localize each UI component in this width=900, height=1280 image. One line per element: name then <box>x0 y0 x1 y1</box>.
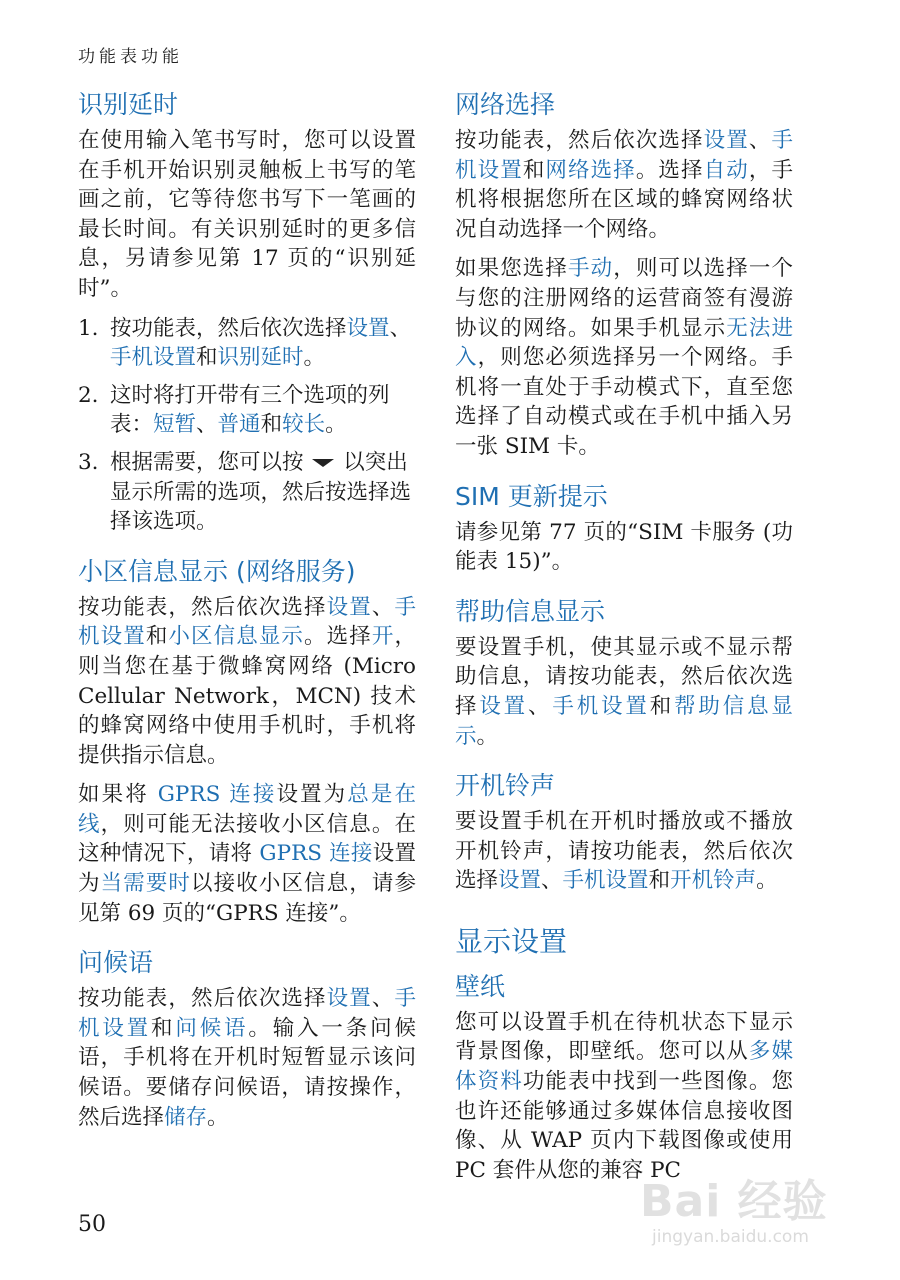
menu-term: 手机设置 <box>78 986 416 1041</box>
text: ，则您必须选择另一个网络。手机将一直处于手动模式下，直至您选择了自动模式或在手机中插入另一张 SIM 卡。 <box>455 345 793 459</box>
section-recognition-delay <box>78 88 416 537</box>
watermark-url: jingyan.baidu.com <box>652 1227 809 1247</box>
text: 、 <box>196 412 218 438</box>
text: ，然后依次选择 <box>168 986 327 1012</box>
text: 设置为 <box>276 782 348 808</box>
menu-term: 设置 <box>326 986 372 1012</box>
text: ，然后依次选择 <box>196 315 347 341</box>
text: 。选择 <box>304 624 372 650</box>
text: 、 <box>389 315 412 341</box>
paragraph <box>455 807 793 896</box>
menu-term: 手机设置 <box>110 345 197 371</box>
menu-term: 设置 <box>498 868 542 894</box>
paragraph: 请参见第 77 页的“SIM 卡服务 (功能表 15)”。 <box>455 519 793 575</box>
text: 设置为 <box>78 841 416 897</box>
section-wallpaper <box>455 970 793 1186</box>
menu-term: 设置 <box>326 594 372 620</box>
menu-term: 储存 <box>164 1104 208 1130</box>
text: 、 <box>748 128 772 153</box>
section-title: 网络选择 <box>455 90 556 119</box>
text: 、 <box>371 986 395 1012</box>
running-header: 功能表功能 <box>78 47 183 67</box>
text: 和 <box>522 157 546 183</box>
menu-term: 当需要时 <box>100 871 192 897</box>
baidu-jingyan-watermark <box>640 1165 860 1265</box>
softkey-label: 功能表 <box>590 664 659 690</box>
section-network-selection <box>455 88 793 462</box>
text: 、 <box>541 868 563 894</box>
left-column <box>78 88 416 1150</box>
text: 这时将打开带有三个选项的列表： <box>110 382 390 438</box>
text: ，然后依次选择 <box>168 594 327 620</box>
text: 和 <box>649 693 675 719</box>
menu-term: 问候语 <box>175 1015 249 1041</box>
menu-term: 小区信息显示 <box>168 624 305 650</box>
text: 、 <box>371 594 395 620</box>
section-sim-update <box>455 480 793 577</box>
page-number: 50 <box>78 1212 106 1237</box>
text: 和 <box>260 412 283 438</box>
right-column <box>455 88 793 1203</box>
menu-term: 设置 <box>703 128 749 153</box>
text: 按 <box>455 128 478 153</box>
menu-term: GPRS 连接 <box>259 841 373 867</box>
section-title: 识别延时 <box>78 90 179 119</box>
menu-term: 开机铃声 <box>670 868 757 894</box>
menu-term: 设置 <box>346 315 390 341</box>
scroll-down-icon <box>312 459 334 467</box>
softkey-label: 功能表 <box>100 986 169 1012</box>
text: 选择该选项。 <box>110 479 412 535</box>
menu-term: 手动 <box>568 256 614 282</box>
step-item <box>78 448 416 537</box>
text: 。 <box>325 412 347 438</box>
text: 。输入一条问候语，手机将在开机时短暂显示该问候语。要储存问候语，请按 <box>78 1015 416 1101</box>
intro-paragraph: 在使用输入笔书写时，您可以设置在手机开始识别灵触板上书写的笔画之前，它等待您书写下一笔画的最长时间。有关识别延时的更多信息，另请参见第 17 页的“识别延时”。 <box>78 128 416 301</box>
paragraph <box>78 984 416 1132</box>
softkey-label: 功能表 <box>100 594 169 620</box>
text: 按 <box>110 315 132 341</box>
menu-term: 手机设置 <box>78 594 416 650</box>
section-cell-info <box>78 555 416 929</box>
step-number: 1. <box>78 315 99 341</box>
menu-term: 网络选择 <box>545 157 636 183</box>
text: 。 <box>756 868 778 894</box>
text: 以突出显示所需的选项，然后按 <box>110 449 408 505</box>
menu-term: 识别延时 <box>217 345 304 371</box>
text: 按 <box>78 986 101 1012</box>
text: ，手机将根据您所在区域的蜂窝网络状况自动选择一个网络。 <box>455 157 793 242</box>
paragraph <box>78 593 416 771</box>
text: 如果您选择 <box>455 256 569 282</box>
menu-term: 短暂 <box>153 412 197 438</box>
watermark-brand: Bai 经验 <box>640 1176 828 1227</box>
text: ，则可以选择一个与您的注册网络的运营商签有漫游协议的网络。如果手机显示 <box>455 256 793 341</box>
menu-term: 设置 <box>479 693 529 719</box>
paragraph <box>455 633 793 751</box>
text: 您可以设置手机在待机状态下显示背景图像，即壁纸。您可以从 <box>455 1009 793 1065</box>
paragraph <box>455 126 793 244</box>
chapter-title: 显示设置 <box>455 924 568 958</box>
paragraph <box>455 254 793 461</box>
menu-term: 手机设置 <box>552 693 650 719</box>
text: ，然后选择 <box>78 1075 416 1130</box>
text: 和 <box>648 868 671 894</box>
menu-term: 自动 <box>703 157 749 183</box>
text: 。 <box>207 1104 229 1130</box>
text: 。选择 <box>635 157 704 183</box>
softkey-label: 选择 <box>346 479 390 505</box>
paragraph <box>78 780 416 928</box>
text: ，然后依次选择 <box>455 664 793 719</box>
text: ，则当您在基于微蜂窝网络 (Micro Cellular Network，MCN) 技术的蜂窝网络中使用手机时，手机将提供指示信息。 <box>78 624 416 768</box>
menu-term: 总是在线 <box>78 782 416 837</box>
text: 和 <box>151 1015 176 1041</box>
text: ，然后依次选择 <box>545 128 704 153</box>
text: 根据需要，您可以按 <box>110 449 304 475</box>
menu-term: 较长 <box>282 412 326 438</box>
menu-term: 帮助信息显示 <box>455 693 793 749</box>
menu-term: 手机设置 <box>562 868 649 894</box>
text: 。 <box>303 345 326 371</box>
steps-list <box>78 314 416 537</box>
menu-term: 开 <box>371 624 395 650</box>
text: 以接收小区信息，请参见第 69 页的“GPRS 连接”。 <box>78 871 416 926</box>
step-item <box>78 314 416 373</box>
section-title: 开机铃声 <box>455 771 556 801</box>
section-title: 壁纸 <box>455 971 506 1001</box>
text: 和 <box>145 624 169 650</box>
section-startup-tone <box>455 769 793 896</box>
step-number: 2. <box>78 382 99 408</box>
menu-term: 手机设置 <box>455 128 793 183</box>
section-title: 帮助信息显示 <box>455 596 606 626</box>
text: 和 <box>196 345 218 371</box>
text: 、 <box>528 693 553 719</box>
section-greeting <box>78 946 416 1132</box>
text: 要设置手机在开机时播放或不播放开机铃声，请按 <box>455 809 793 864</box>
text: ，则可能无法接收小区信息。在这种情况下，请将 <box>78 811 416 867</box>
text: 。 <box>476 723 499 749</box>
text: 按 <box>78 594 101 620</box>
menu-term: 多媒体资料 <box>455 1039 793 1095</box>
section-title: 问候语 <box>78 948 154 978</box>
menu-term: 普通 <box>217 412 261 438</box>
text: ，然后依次选择 <box>455 838 793 894</box>
text: 如果将 <box>78 782 158 808</box>
paragraph <box>455 1008 793 1186</box>
softkey-label: 功能表 <box>477 128 546 153</box>
section-title: SIM 更新提示 <box>455 481 608 511</box>
section-title: 小区信息显示 (网络服务) <box>78 556 356 586</box>
step-number: 3. <box>78 449 99 475</box>
softkey-label: 功能表 <box>131 315 197 341</box>
section-help-display <box>455 595 793 751</box>
text: 要设置手机，使其显示或不显示帮助信息，请按 <box>455 634 793 690</box>
step-item <box>78 381 416 440</box>
menu-term: GPRS 连接 <box>157 782 277 808</box>
softkey-label: 操作 <box>349 1075 395 1101</box>
softkey-label: 功能表 <box>613 838 682 864</box>
text: 功能表中找到一些图像。您也许还能够通过多媒体信息接收图像、从 WAP 页内下载图像或使用 PC 套件从您的兼容 PC <box>455 1069 793 1183</box>
menu-term: 无法进入 <box>455 315 793 371</box>
